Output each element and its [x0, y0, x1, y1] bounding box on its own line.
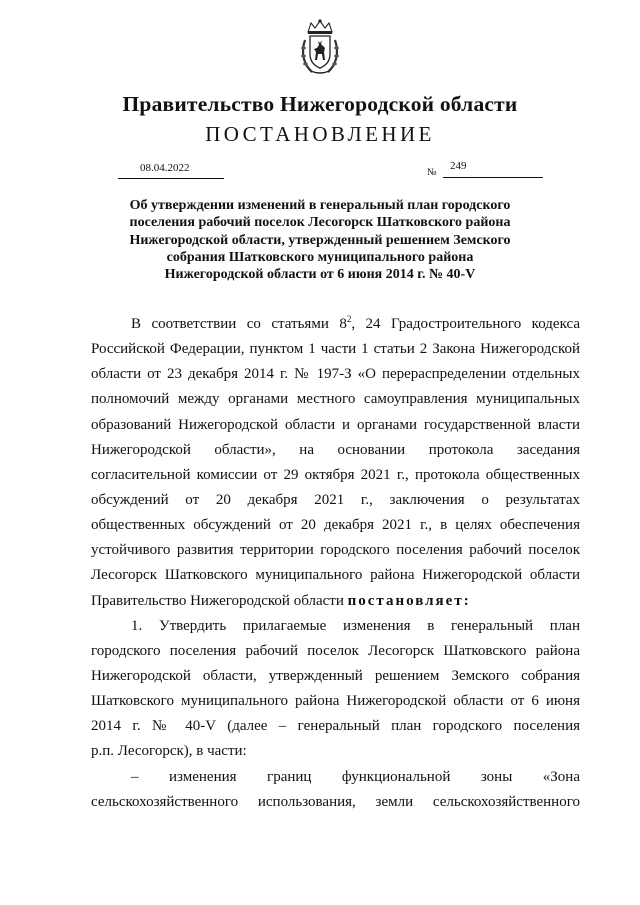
- subject-line: собрания Шатковского муниципального района: [166, 249, 474, 265]
- body-line: 2014 г. № 40-V (далее – генеральный план городского поселения: [91, 718, 580, 735]
- body-line: р.п. Лесогорск), в части:: [91, 743, 247, 760]
- body-line: образований Нижегородской области и органами государственной власти: [91, 416, 580, 433]
- body-line: Лесогорск Шатковского муниципального района Нижегородской области: [91, 567, 580, 584]
- subject-line: поселения рабочий поселок Лесогорск Шатковского района: [129, 215, 511, 231]
- body-line: устойчивого развития территории городского поселения рабочий поселок: [91, 542, 580, 559]
- number-label: №: [427, 167, 437, 178]
- document-subject: [100, 197, 540, 283]
- body-line: общественных обсуждений от 20 декабря 2021 г., в целях обеспечения: [91, 517, 580, 534]
- body-line: обсуждений от 20 декабря 2021 г., заключения о результатах: [91, 491, 580, 508]
- number-field: [443, 160, 543, 178]
- coat-of-arms-emblem: [299, 18, 341, 76]
- body-line: Нижегородской области», на основании протокола заседания: [91, 441, 580, 458]
- body-line: [91, 312, 580, 337]
- subject-line: Об утверждении изменений в генеральный план городского: [129, 198, 511, 213]
- body-line: – изменения границ функциональной зоны «Зона: [131, 768, 580, 785]
- body-line: Нижегородской области, утвержденный решением Земского собрания: [91, 667, 580, 684]
- date-field: [118, 162, 224, 179]
- document-body: [91, 312, 580, 815]
- body-line: области от 23 декабря 2014 г. № 197-З «О перераспределении отдельных: [91, 366, 580, 383]
- body-line: [91, 589, 580, 614]
- resolution-verb: постановляет:: [347, 592, 471, 609]
- subject-line: Нижегородской области, утвержденный решением Земского: [129, 232, 511, 248]
- body-line: городского поселения рабочий поселок Лесогорск Шатковского района: [91, 642, 580, 659]
- government-title: Правительство Нижегородской области: [122, 92, 518, 116]
- body-text-fragment: В соответствии со статьями 8: [131, 316, 347, 332]
- body-line: Шатковского муниципального района Нижегородской области от 6 июня: [91, 693, 580, 710]
- body-line: сельскохозяйственного использования, земли сельскохозяйственного: [91, 793, 580, 810]
- document-date: 08.04.2022: [140, 162, 190, 174]
- subject-line: Нижегородской области от 6 июня 2014 г. № 40-V: [164, 267, 476, 283]
- body-line: согласительной комиссии от 29 октября 2021 г., протокола общественных: [91, 466, 580, 483]
- document-type: ПОСТАНОВЛЕНИЕ: [205, 122, 435, 146]
- body-line: полномочий между органами местного самоуправления муниципальных: [91, 391, 580, 408]
- body-line: 1. Утвердить прилагаемые изменения в генеральный план: [131, 617, 580, 634]
- body-text-fragment: , 24 Градостроительного кодекса: [351, 316, 580, 332]
- article-superscript: 2: [346, 314, 352, 324]
- body-line: Российской Федерации, пунктом 1 части 1 статьи 2 Закона Нижегородской: [91, 341, 580, 358]
- body-text-fragment: Правительство Нижегородской области: [91, 592, 348, 609]
- document-number: 249: [450, 160, 467, 172]
